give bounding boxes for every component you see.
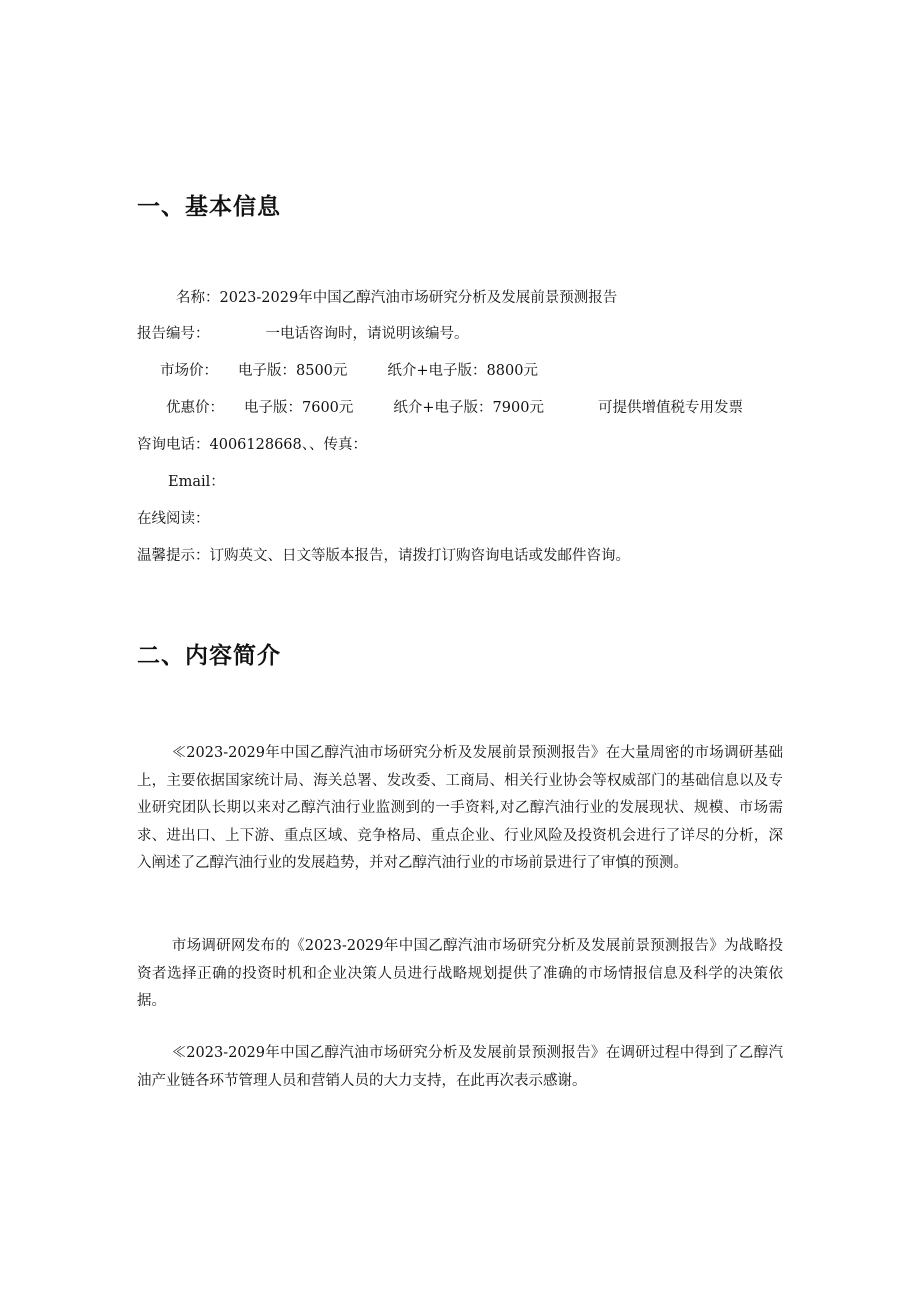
report-name-line — [176, 288, 617, 308]
discount-price-label: 优惠价： — [166, 400, 224, 416]
online-reading-line: 在线阅读： — [137, 511, 210, 527]
discount-price-paper: 纸介+电子版：7900元 — [393, 400, 544, 416]
email-line: Email： — [168, 474, 225, 490]
contact-phone-line: 咨询电话：4006128668、、传真： — [137, 437, 368, 453]
ordering-tip-line: 温馨提示：订购英文、日文等版本报告，请拨打订购咨询电话或发邮件咨询。 — [137, 548, 630, 564]
report-code-line — [137, 324, 469, 344]
invoice-note: 可提供增值税专用发票 — [597, 400, 743, 416]
market-price-electronic: 电子版：8500元 — [238, 363, 348, 379]
report-code-note: 一电话咨询时，请说明该编号。 — [265, 326, 469, 342]
summary-paragraph-3: ≪2023-2029年中国乙醇汽油市场研究分析及发展前景预测报告》在调研过程中得到了乙醇汽油产业链各环节管理人员和营销人员的大力支持，在此再次表示感谢。 — [137, 1045, 783, 1089]
report-name-label: 名称： — [176, 290, 220, 306]
section-heading-summary: 二、内容简介 — [137, 643, 281, 669]
report-code-label: 报告编号： — [137, 326, 210, 342]
section-heading-basic-info: 一、基本信息 — [137, 194, 281, 220]
report-name-value: 2023-2029年中国乙醇汽油市场研究分析及发展前景预测报告 — [219, 290, 618, 306]
summary-paragraph-1: ≪2023-2029年中国乙醇汽油市场研究分析及发展前景预测报告》在大量周密的市场调研基础上，主要依据国家统计局、海关总署、发改委、工商局、相关行业协会等权威部门的基础信息以及专业研究团队长期以来对乙醇汽油行业监测到的一手资料,对乙醇汽油行业的发展现状、规模、市场需求、进出口、上下游、重点区域、竞争格局、重点企业、行业风险及投资机会进行了详尽的分析，深入阐述了乙醇汽油行业的发展趋势，并对乙醇汽油行业的市场前景进行了审慎的预测。 — [137, 745, 783, 871]
discount-price-electronic: 电子版：7600元 — [244, 400, 354, 416]
summary-paragraph-2: 市场调研网发布的《2023-2029年中国乙醇汽油市场研究分析及发展前景预测报告》为战略投资者选择正确的投资时机和企业决策人员进行战略规划提供了准确的市场情报信息及科学的决策依据。 — [137, 938, 783, 1009]
market-price-paper: 纸介+电子版：8800元 — [387, 363, 538, 379]
market-price-label: 市场价： — [160, 363, 218, 379]
market-price-line — [160, 361, 538, 381]
discount-price-line — [166, 398, 743, 418]
